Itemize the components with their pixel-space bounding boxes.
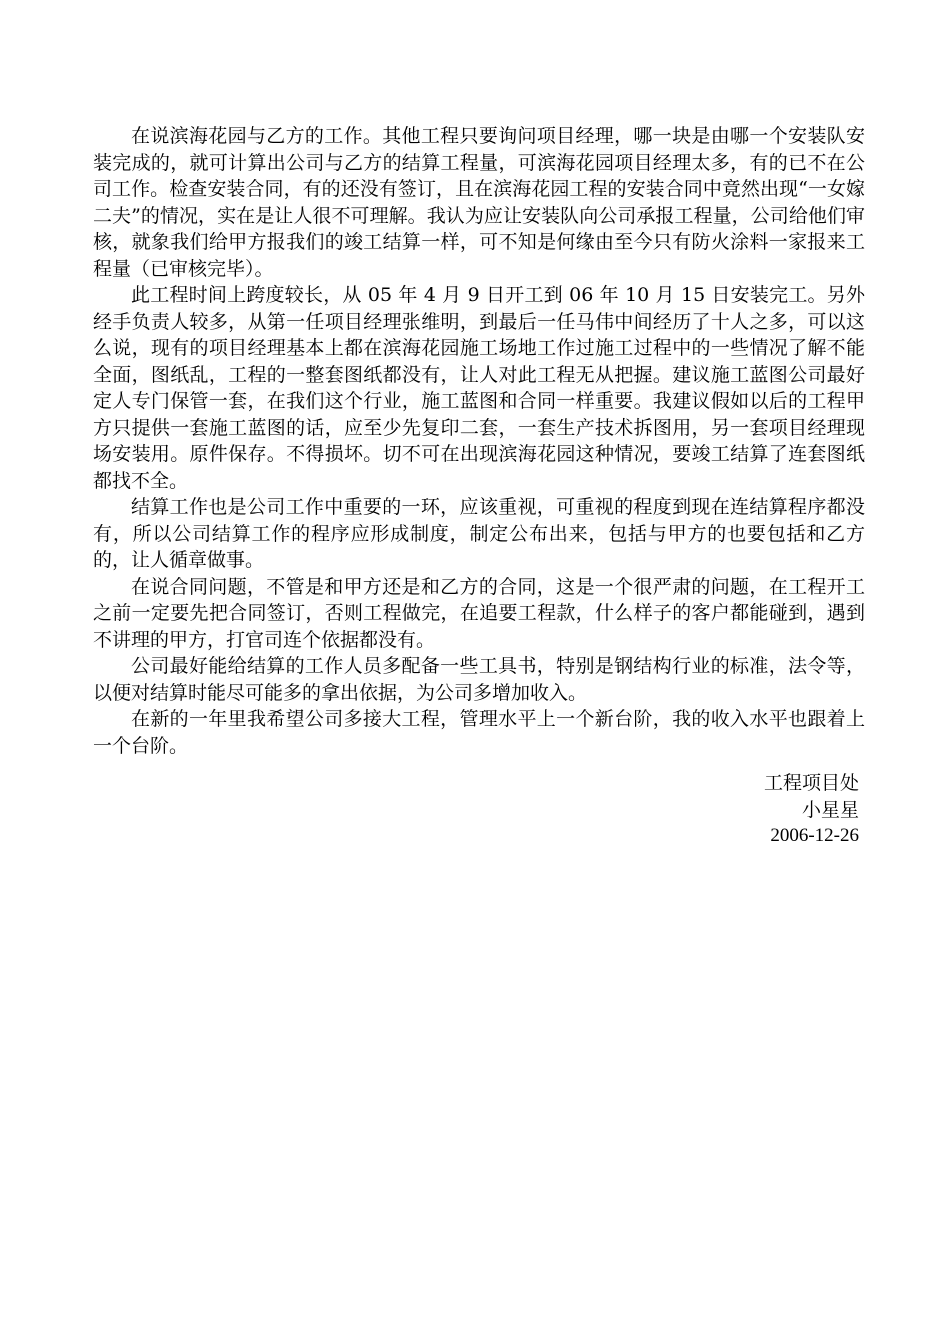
paragraph-binhai-work: 在说滨海花园与乙方的工作。其他工程只要询问项目经理，哪一块是由哪一个安装队安装完成的，就可计算出公司与乙方的结算工程量，可滨海花园项目经理太多，有的已不在公司工作。检查安装合同，有的还没有签订，且在滨海花园工程的安装合同中竟然出现“一女嫁二夫”的情况，实在是让人很不可理解。我认为应让安装队向公司承报工程量，公司给他们审核，就象我们给甲方报我们的竣工结算一样，可不知是何缘由至今只有防火涂料一家报来工程量（已审核完毕）。	[93, 125, 865, 280]
paragraph-reference-books: 公司最好能给结算的工作人员多配备一些工具书，特别是钢结构行业的标准，法令等，以便对结算时能尽可能多的拿出依据，为公司多增加收入。	[93, 655, 865, 704]
paragraph-contract-issue: 在说合同问题，不管是和甲方还是和乙方的合同，这是一个很严肃的问题，在工程开工之前一定要先把合同签订，否则工程做完，在追要工程款，什么样子的客户都能碰到，遇到不讲理的甲方，打官司连个依据都没有。	[93, 575, 865, 651]
paragraph-new-year-hope: 在新的一年里我希望公司多接大工程，管理水平上一个新台阶，我的收入水平也跟着上一个台阶。	[93, 708, 865, 757]
paragraph-settlement-process: 结算工作也是公司工作中重要的一环，应该重视，可重视的程度到现在连结算程序都没有，所以公司结算工作的程序应形成制度，制定公布出来，包括与甲方的也要包括和乙方的，让人循章做事。	[93, 496, 865, 571]
paragraph-project-timeline: 此工程时间上跨度较长，从 05 年 4 月 9 日开工到 06 年 10 月 15 日安装完工。另外经手负责人较多，从第一任项目经理张维明，到最后一任马伟中间经历了十人之多，可以这么说，现有的项目经理基本上都在滨海花园施工场地工作过施工过程中的一些情况了解不能全面，图纸乱，工程的一整套图纸都没有，让人对此工程无从把握。建议施工蓝图公司最好定人专门保管一套，在我们这个行业，施工蓝图和合同一样重要。我建议假如以后的工程甲方只提供一套施工蓝图的话，应至少先复印二套，一套生产技术拆图用，另一套项目经理现场安装用。原件保存。不得损坏。切不可在出现滨海花园这种情况，要竣工结算了连套图纸都找不全。	[93, 284, 865, 492]
document-body	[93, 123, 865, 759]
signature-department: 工程项目处	[763, 772, 859, 794]
signature-date: 2006-12-26	[770, 825, 859, 846]
signature-author: 小星星	[801, 798, 859, 821]
signature-block	[764, 770, 859, 850]
